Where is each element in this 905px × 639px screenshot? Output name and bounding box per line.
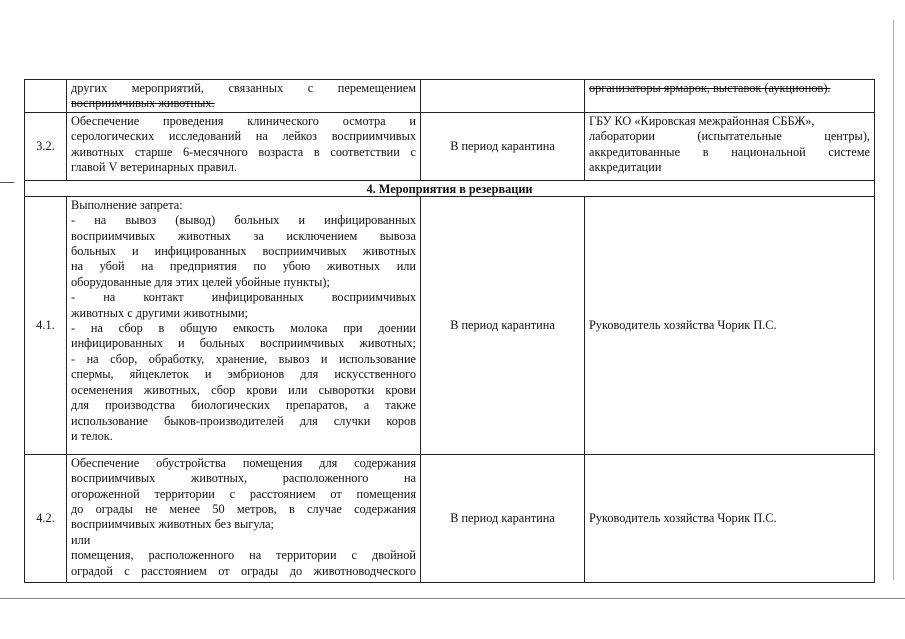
responsible-line: аккредитации: [589, 160, 662, 175]
table-row: [25, 112, 875, 180]
action-line: главой V ветеринарных правил.: [71, 160, 238, 175]
section-header-row: [25, 180, 875, 196]
action-cell: [67, 454, 421, 582]
action-line: - на сбор, обработку, хранение, вывоз и использование: [71, 351, 416, 366]
action-line: спермы, яйцеклеток и эмбрионов для искусственного: [71, 367, 416, 382]
action-line: или: [71, 532, 91, 547]
action-cell: [67, 80, 421, 113]
action-line: и телок.: [71, 428, 113, 443]
row-number: 3.2.: [25, 112, 67, 180]
action-line: восприимчивых животных, расположенного на: [71, 471, 416, 486]
responsible-line: организаторы ярмарок, выставок (аукционов).: [589, 81, 831, 95]
action-line: восприимчивых животных.: [71, 96, 215, 111]
action-line: других мероприятий, связанных с перемещением: [71, 81, 416, 95]
action-line: оградой с расстоянием от ограды до животноводческого: [71, 563, 416, 578]
action-line: инфицированных и больных восприимчивых животных;: [71, 336, 416, 351]
right-margin-mark: [893, 20, 894, 580]
responsible-cell: [585, 112, 875, 180]
action-cell: [67, 196, 421, 454]
action-line: помещения, расположенного на территории с двойной: [71, 548, 416, 563]
period-cell: [421, 80, 585, 113]
action-line: Обеспечение обустройства помещения для содержания: [71, 455, 416, 470]
action-line: - на вывоз (вывод) больных и инфицированных: [71, 213, 416, 228]
bottom-edge-line: [0, 598, 905, 599]
action-line: животных старше 6-месячного возраста в соответствии с: [71, 144, 416, 159]
responsible-line: аккредитованные в национальной системе: [589, 144, 870, 159]
action-line: животных с другими животными;: [71, 305, 248, 320]
action-line: до ограды не менее 50 метров, в случае содержания: [71, 502, 416, 517]
row-number: 4.2.: [25, 454, 67, 582]
row-number: [25, 80, 67, 113]
action-line: оборудованные для этих целей убойные пункты);: [71, 274, 330, 289]
action-cell: [67, 112, 421, 180]
action-line: осеменения животных, сбор крови или сыворотки крови: [71, 382, 416, 397]
table-row: [25, 454, 875, 582]
action-line: восприимчивых животных за исключением вывоза: [71, 228, 416, 243]
period-cell: В период карантина: [421, 112, 585, 180]
action-line: больных и инфицированных восприимчивых животных: [71, 244, 416, 259]
action-line: на убой на предприятия по убою животных или: [71, 259, 416, 274]
action-line: восприимчивых животных без выгула;: [71, 517, 274, 532]
measures-table: [24, 79, 875, 583]
period-cell: В период карантина: [421, 196, 585, 454]
row-number: 4.1.: [25, 196, 67, 454]
action-line: - на контакт инфицированных восприимчивых: [71, 290, 416, 305]
table-row: [25, 196, 875, 454]
action-line: - на сбор в общую емкость молока при доении: [71, 321, 416, 336]
period-cell: В период карантина: [421, 454, 585, 582]
action-line: использование быков-производителей для случки коров: [71, 413, 416, 428]
table-row: [25, 80, 875, 113]
responsible-cell: [585, 80, 875, 113]
left-margin-mark: [0, 182, 14, 183]
responsible-cell: Руководитель хозяйства Чорик П.С.: [585, 196, 875, 454]
section-title: 4. Мероприятия в резервации: [25, 180, 875, 196]
responsible-line: ГБУ КО «Кировская межрайонная СББЖ»,: [589, 113, 815, 128]
action-line: огороженной территории с расстоянием от помещения: [71, 486, 416, 501]
responsible-cell: Руководитель хозяйства Чорик П.С.: [585, 454, 875, 582]
action-line: для производства биологических препаратов, а также: [71, 398, 416, 413]
action-line: Выполнение запрета:: [71, 197, 183, 212]
action-line: Обеспечение проведения клинического осмотра и: [71, 113, 416, 128]
action-line: серологических исследований на лейкоз восприимчивых: [71, 129, 416, 144]
responsible-line: лаборатории (испытательные центры),: [589, 129, 870, 144]
